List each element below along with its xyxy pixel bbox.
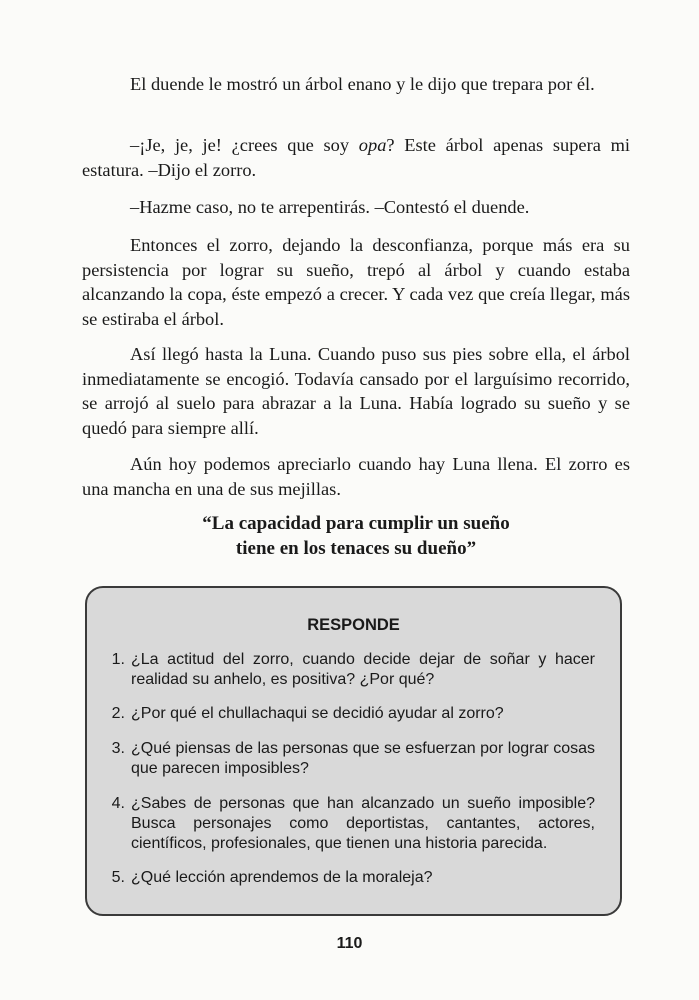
question-number: 4. [111,795,125,812]
emphasis-word: opa [358,135,387,155]
question-number: 1. [111,651,125,668]
story-paragraph-2: –¡Je, je, je! ¿crees que soy opa? Este árbol apenas supera mi estatura. –Dijo el zorro. [82,135,630,180]
moraleja-quote [82,511,630,561]
story-paragraph-1: El duende le mostró un árbol enano y le dijo que trepara por él. [130,74,595,94]
question-number: 5. [111,869,125,886]
question-text: ¿Qué lección aprendemos de la moraleja? [131,869,433,886]
question-text: ¿La actitud del zorro, cuando decide dejar de soñar y hacer realidad su anhelo, es positiva? ¿Por qué? [131,651,595,688]
question-2 [105,704,595,724]
question-1 [105,650,595,690]
question-number: 2. [111,705,125,722]
question-3 [105,739,595,779]
question-text: ¿Por qué el chullachaqui se decidió ayudar al zorro? [131,705,504,722]
responde-title: RESPONDE [307,616,400,634]
question-number: 3. [111,740,125,757]
question-text: ¿Qué piensas de las personas que se esfuerzan por lograr cosas que parecen imposibles? [131,740,595,777]
moraleja-line-1: “La capacidad para cumplir un sueño [202,513,510,534]
story-paragraph-5: Así llegó hasta la Luna. Cuando puso sus pies sobre ella, el árbol inmediatamente se encogió. Todavía cansado por el larguísimo recorrido, se arrojó al suelo para abrazar a la Luna. Había logrado su sueño y se quedó para siempre allí. [82,344,630,438]
page-number: 110 [336,935,363,952]
story-paragraph-6: Aún hoy podemos apreciarlo cuando hay Luna llena. El zorro es una mancha en una de sus mejillas. [82,454,630,499]
story-paragraph-4: Entonces el zorro, dejando la desconfianza, porque más era su persistencia por lograr su sueño, trepó al árbol y cuando estaba alcanzando la copa, éste empezó a crecer. Y cada vez que creía llegar, más se estiraba el árbol. [82,235,630,329]
responde-box [85,586,622,916]
moraleja-line-2: tiene en los tenaces su dueño” [235,538,477,559]
question-text: ¿Sabes de personas que han alcanzado un sueño imposible? Busca personajes como deportistas, cantantes, actores, científicos, profesionales, que tienen una historia parecida. [131,795,595,852]
question-5 [105,868,595,888]
question-4 [105,794,595,854]
story-paragraph-3: –Hazme caso, no te arrepentirás. –Contestó el duende. [130,197,530,217]
